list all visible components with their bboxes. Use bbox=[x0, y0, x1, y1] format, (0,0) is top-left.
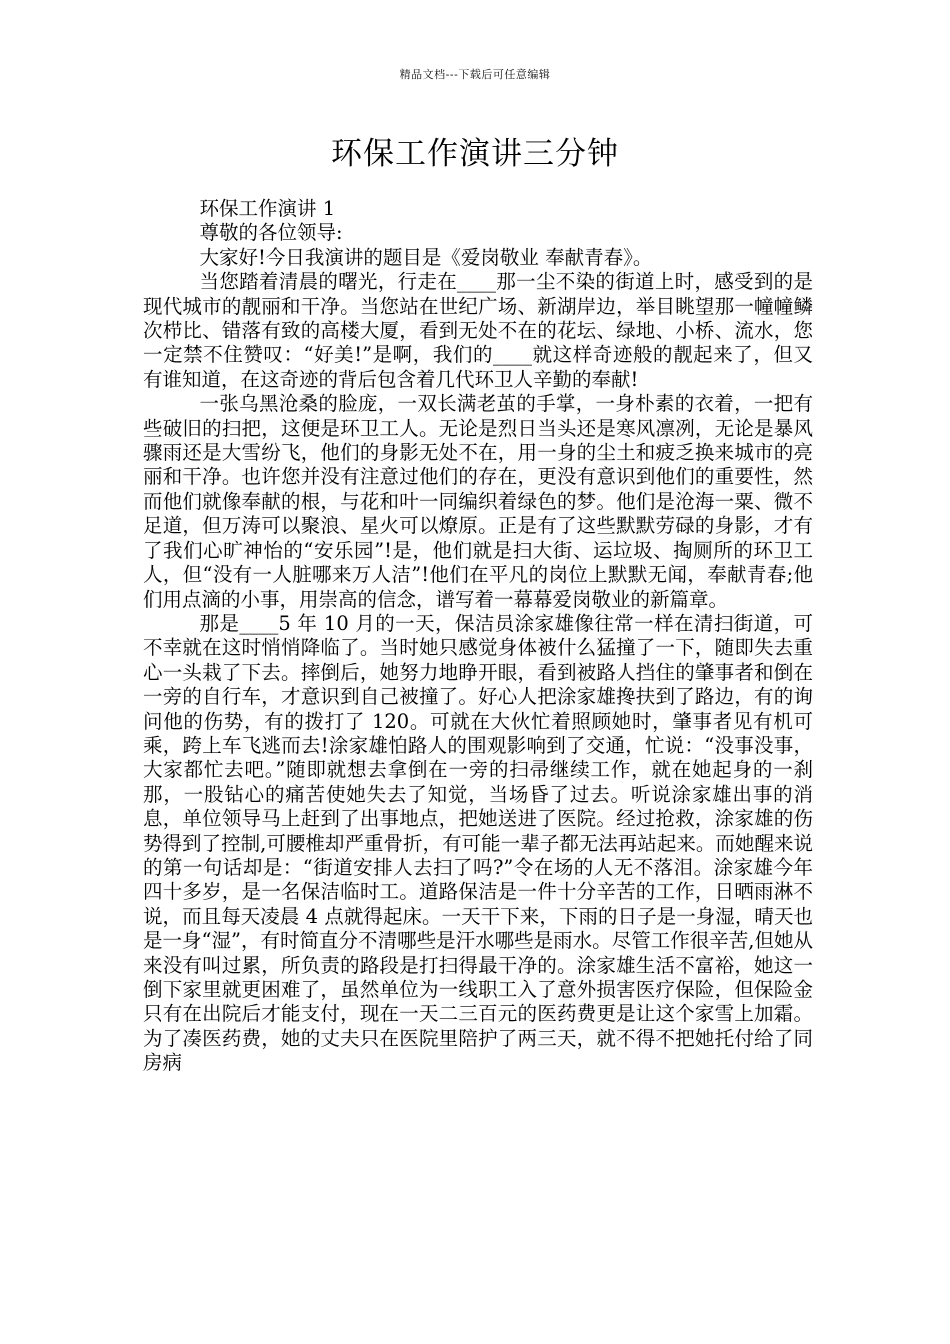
document-body bbox=[143, 197, 813, 1076]
body-paragraph: 当您踏着清晨的曙光，行走在____那一尘不染的街道上时，感受到的是现代城市的靓丽和干净。当您站在世纪广场、新湖岸边，举目眺望那一幢幢鳞次栉比、错落有致的高楼大厦，看到无处不在的花坛、绿地、小桥、流水，您一定禁不住赞叹：“好美!”是啊，我们的____就这样奇迹般的靓起来了，但又有谁知道，在这奇迹的背后包含着几代环卫人辛勤的奉献! bbox=[143, 270, 813, 391]
header-note: 精品文档---下载后可任意编辑 bbox=[399, 68, 551, 81]
body-paragraph: 那是____5 年 10 月的一天，保洁员涂家雄像往常一样在清扫街道，可不幸就在这时悄悄降临了。当时她只感觉身体被什么猛撞了一下，随即失去重心一头栽了下去。摔倒后，她努力地睁开眼，看到被路人挡住的肇事者和倒在一旁的自行车，才意识到自己被撞了。好心人把涂家雄搀扶到了路边，有的询问他的伤势，有的拨打了 120。可就在大伙忙着照顾她时，肇事者见有机可乘，跨上车飞逃而去!涂家雄怕路人的围观影响到了交通，忙说：“没事没事，大家都忙去吧。”随即就想去拿倒在一旁的扫帚继续工作，就在她起身的一刹那，一股钻心的痛苦使她失去了知觉，当场昏了过去。听说涂家雄出事的消息，单位领导马上赶到了出事地点，把她送进了医院。经过抢救，涂家雄的伤势得到了控制,可腰椎却严重骨折，有可能一辈子都无法再站起来。而她醒来说的第一句话却是：“街道安排人去扫了吗?”令在场的人无不落泪。涂家雄今年四十多岁，是一名保洁临时工。道路保洁是一件十分辛苦的工作，日晒雨淋不说，而且每天凌晨 4 点就得起床。一天干下来，下雨的日子是一身湿，晴天也是一身“湿”，有时简直分不清哪些是汗水哪些是雨水。尽管工作很辛苦,但她从来没有叫过累，所负责的路段是打扫得最干净的。涂家雄生活不富裕，她这一倒下家里就更困难了，虽然单位为一线职工入了意外损害医疗保险，但保险金只有在出院后才能支付，现在一天二三百元的医药费更是让这个家雪上加霜。为了凑医药费，她的丈夫只在医院里陪护了两三天，就不得不把她托付给了同房病 bbox=[143, 611, 813, 1075]
body-paragraph: 大家好!今日我演讲的题目是《爱岗敬业 奉献青春》。 bbox=[199, 245, 653, 269]
section-heading: 环保工作演讲 1 bbox=[199, 197, 336, 220]
salutation: 尊敬的各位领导: bbox=[199, 221, 343, 245]
document-title: 环保工作演讲三分钟 bbox=[331, 136, 619, 172]
body-paragraph: 一张乌黑沧桑的脸庞，一双长满老茧的手掌，一身朴素的衣着，一把有些破旧的扫把，这便是环卫工人。无论是烈日当头还是寒风凛冽，无论是暴风骤雨还是大雪纷飞，他们的身影无处不在，用一身的尘土和疲乏换来城市的亮丽和干净。也许您并没有注意过他们的存在，更没有意识到他们的重要性，然而他们就像奉献的根，与花和叶一同编织着绿色的梦。他们是沧海一粟、微不足道，但万涛可以聚浪、星火可以燎原。正是有了这些默默劳碌的身影，才有了我们心旷神怡的“安乐园”!是，他们就是扫大街、运垃圾、掏厕所的环卫工人，但“没有一人脏哪来万人洁”!他们在平凡的岗位上默默无闻，奉献青春;他们用点滴的小事，用崇高的信念，谱写着一幕幕爱岗敬业的新篇章。 bbox=[143, 392, 813, 611]
